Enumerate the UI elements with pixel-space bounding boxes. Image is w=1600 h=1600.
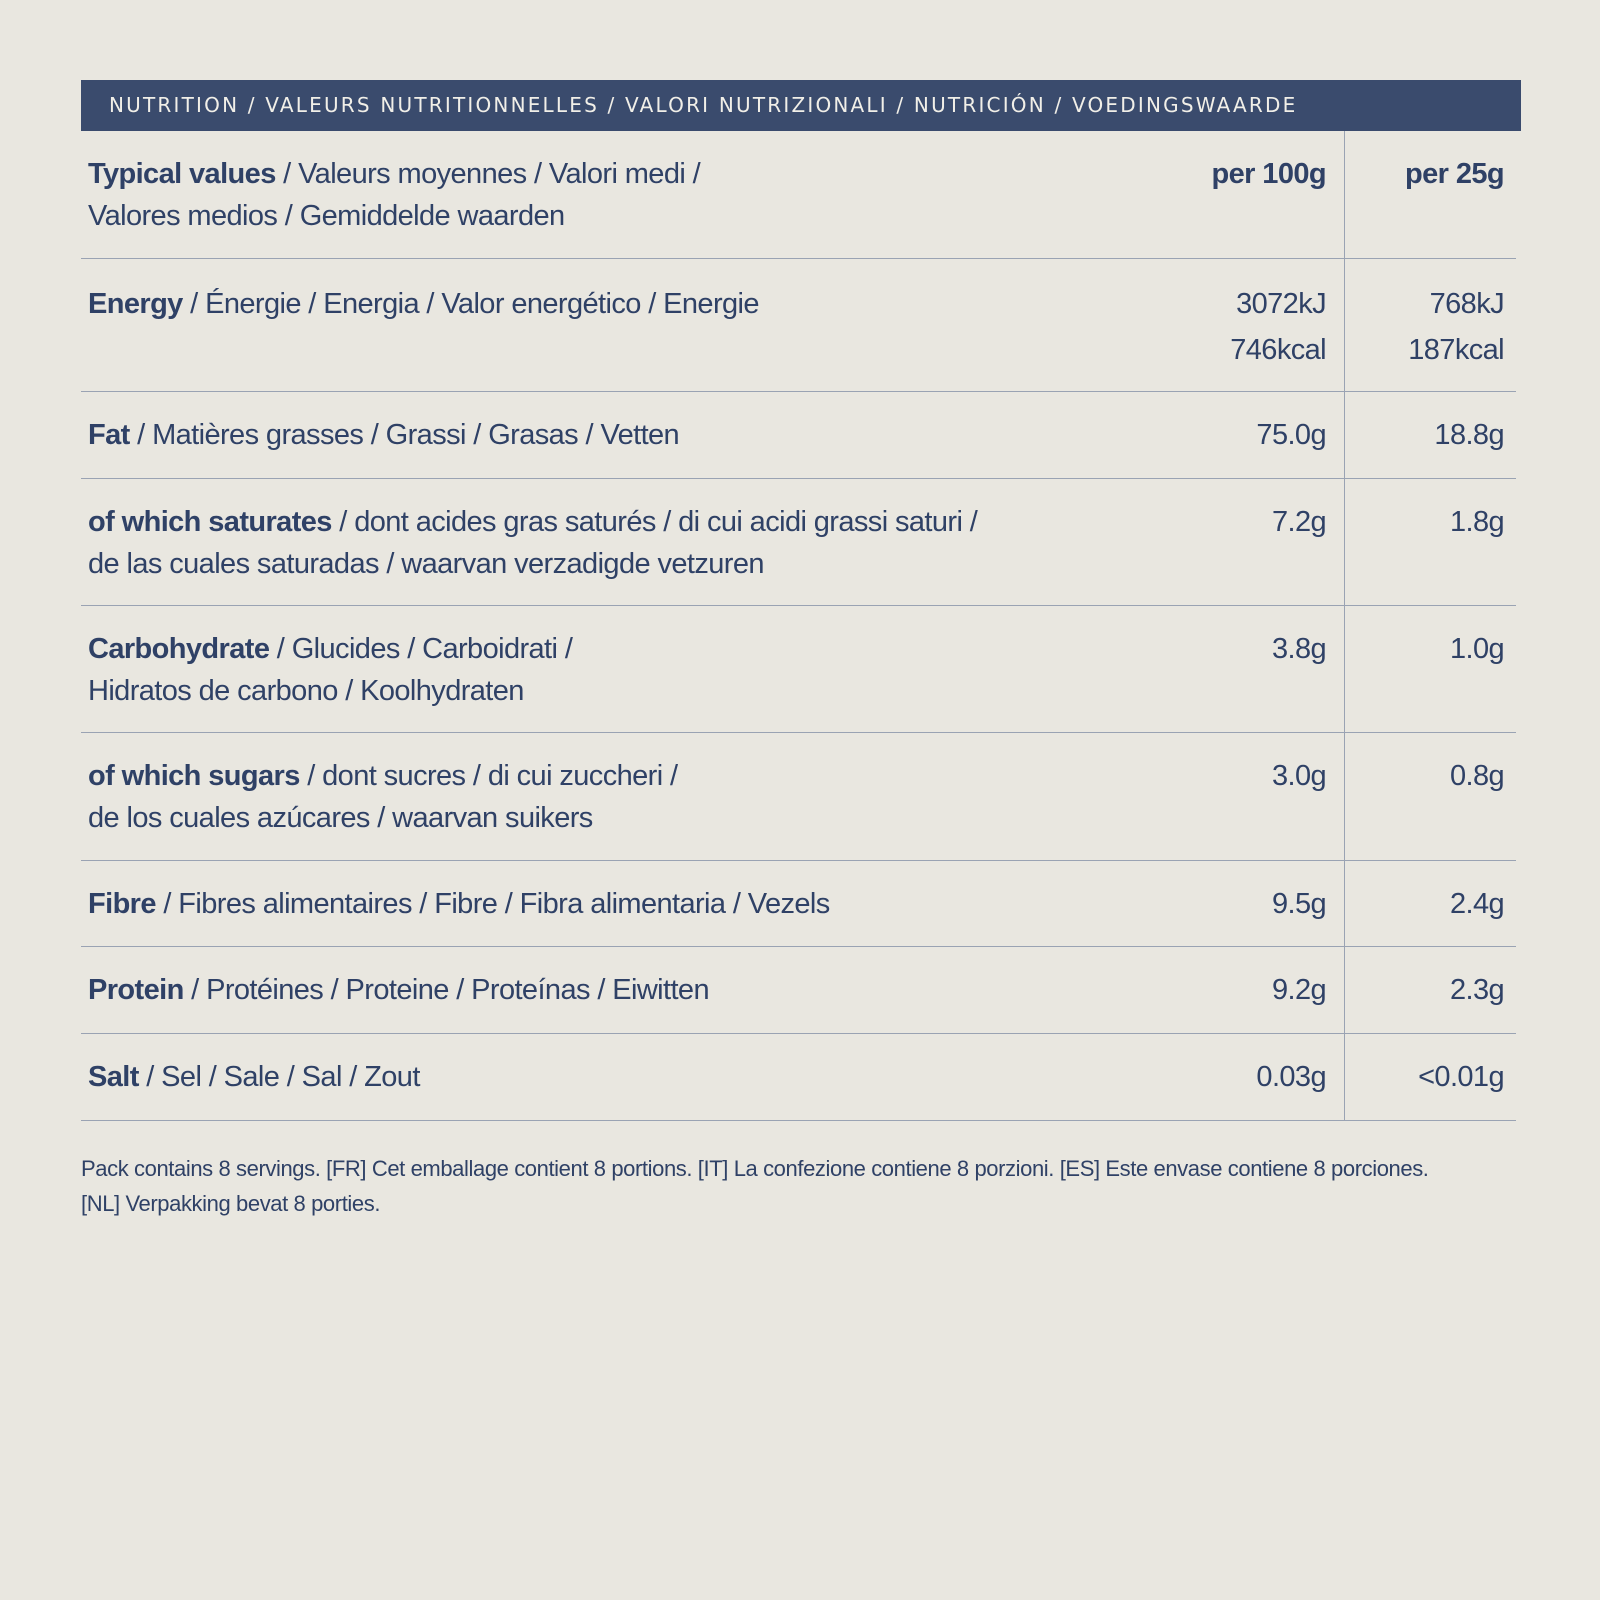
fibre-label-cell: [81, 861, 1344, 946]
saturates-per-100g: 7.2g: [1271, 506, 1326, 538]
salt-per-100g: 0.03g: [1256, 1061, 1326, 1093]
carbohydrate-per-100g: 3.8g: [1271, 633, 1326, 665]
sugars-label: [88, 755, 1124, 860]
carbohydrate-label-cell: [81, 606, 1344, 732]
salt-label-cell: [81, 1034, 1344, 1120]
column-header-per-100g: per 100g: [1211, 158, 1326, 190]
fat-rest: / Matières grasses / Grassi / Grasas / Vetten: [129, 419, 680, 451]
table-row-fat: [81, 392, 1516, 479]
typical-values-label: [88, 153, 1124, 258]
fat-per-100g: 75.0g: [1256, 419, 1326, 451]
energy-label-cell: [81, 259, 1344, 391]
table-row-protein: [81, 947, 1516, 1034]
header-label-cell: [81, 131, 1344, 258]
saturates-rest: / dont acides gras saturés / di cui acidi grassi saturi /: [331, 506, 978, 538]
energy-kcal-per-100g: 746kcal: [1230, 334, 1326, 366]
footnote-line-1: Pack contains 8 servings. [FR] Cet emballage contient 8 portions. [IT] La confezione contiene 8 porzioni. [ES] Este envase contiene 8 porciones.: [81, 1156, 1429, 1181]
table-row-saturates: [81, 479, 1516, 606]
energy-kj-per-100g: 3072kJ: [1236, 288, 1326, 320]
protein-label: [88, 969, 1124, 1033]
energy-bold: Energy: [88, 288, 183, 320]
footnote-line-2: [NL] Verpakking bevat 8 porties.: [81, 1191, 381, 1216]
fat-label-cell: [81, 392, 1344, 478]
energy-kcal-per-25g: 187kcal: [1408, 334, 1504, 366]
fat-per-25g: 18.8g: [1344, 392, 1516, 478]
servings-footnote: [81, 1151, 1501, 1221]
sugars-line2: de los cuales azúcares / waarvan suikers: [88, 802, 593, 834]
energy-label: [88, 281, 1124, 391]
energy-rest: / Énergie / Energia / Valor energético / Energie: [182, 288, 759, 320]
fibre-per-25g: 2.4g: [1344, 861, 1516, 946]
salt-bold: Salt: [88, 1061, 139, 1093]
saturates-line2: de las cuales saturadas / waarvan verzadigde vetzuren: [88, 548, 764, 580]
fibre-bold: Fibre: [88, 888, 156, 920]
typical-values-bold: Typical values: [88, 158, 276, 190]
fibre-per-100g: 9.5g: [1271, 888, 1326, 920]
nutrition-table: [81, 131, 1516, 1121]
salt-rest: / Sel / Sale / Sal / Zout: [138, 1061, 420, 1093]
table-row-carbohydrate: [81, 606, 1516, 733]
nutrition-header: NUTRITION / VALEURS NUTRITIONNELLES / VALORI NUTRIZIONALI / NUTRICIÓN / VOEDINGSWAARDE: [81, 80, 1521, 131]
protein-per-100g: 9.2g: [1271, 974, 1326, 1006]
carbohydrate-line2: Hidratos de carbono / Koolhydraten: [88, 675, 524, 707]
sugars-per-25g: 0.8g: [1344, 733, 1516, 860]
sugars-per-100g: 3.0g: [1271, 760, 1326, 792]
typical-values-line2: Valores medios / Gemiddelde waarden: [88, 200, 565, 232]
fat-label: [88, 414, 1124, 478]
salt-label: [88, 1056, 1124, 1120]
typical-values-rest: / Valeurs moyennes / Valori medi /: [275, 158, 701, 190]
fibre-label: [88, 883, 1124, 946]
table-row-salt: [81, 1034, 1516, 1121]
energy-per-25g: [1344, 259, 1516, 391]
saturates-bold: of which saturates: [88, 506, 332, 538]
protein-per-25g: 2.3g: [1344, 947, 1516, 1033]
sugars-rest: / dont sucres / di cui zuccheri /: [299, 760, 678, 792]
sugars-label-cell: [81, 733, 1344, 860]
fat-bold: Fat: [88, 419, 130, 451]
saturates-label: [88, 501, 1124, 605]
sugars-bold: of which sugars: [88, 760, 300, 792]
carbohydrate-per-25g: 1.0g: [1344, 606, 1516, 732]
saturates-per-25g: 1.8g: [1344, 479, 1516, 605]
fibre-rest: / Fibres alimentaires / Fibre / Fibra alimentaria / Vezels: [155, 888, 830, 920]
protein-bold: Protein: [88, 974, 184, 1006]
carbohydrate-bold: Carbohydrate: [88, 633, 270, 665]
salt-per-25g: <0.01g: [1344, 1034, 1516, 1120]
table-row-energy: [81, 259, 1516, 392]
energy-kj-per-25g: 768kJ: [1429, 288, 1504, 320]
table-header-row: [81, 131, 1516, 259]
carbohydrate-label: [88, 628, 1124, 732]
nutrition-panel: [81, 80, 1521, 1221]
table-row-sugars: [81, 733, 1516, 861]
protein-rest: / Protéines / Proteine / Proteínas / Eiwitten: [183, 974, 709, 1006]
column-header-per-25g: per 25g: [1344, 131, 1516, 258]
table-row-fibre: [81, 861, 1516, 947]
protein-label-cell: [81, 947, 1344, 1033]
saturates-label-cell: [81, 479, 1344, 605]
carbohydrate-rest: / Glucides / Carboidrati /: [269, 633, 573, 665]
energy-per-100g: [1124, 281, 1344, 391]
